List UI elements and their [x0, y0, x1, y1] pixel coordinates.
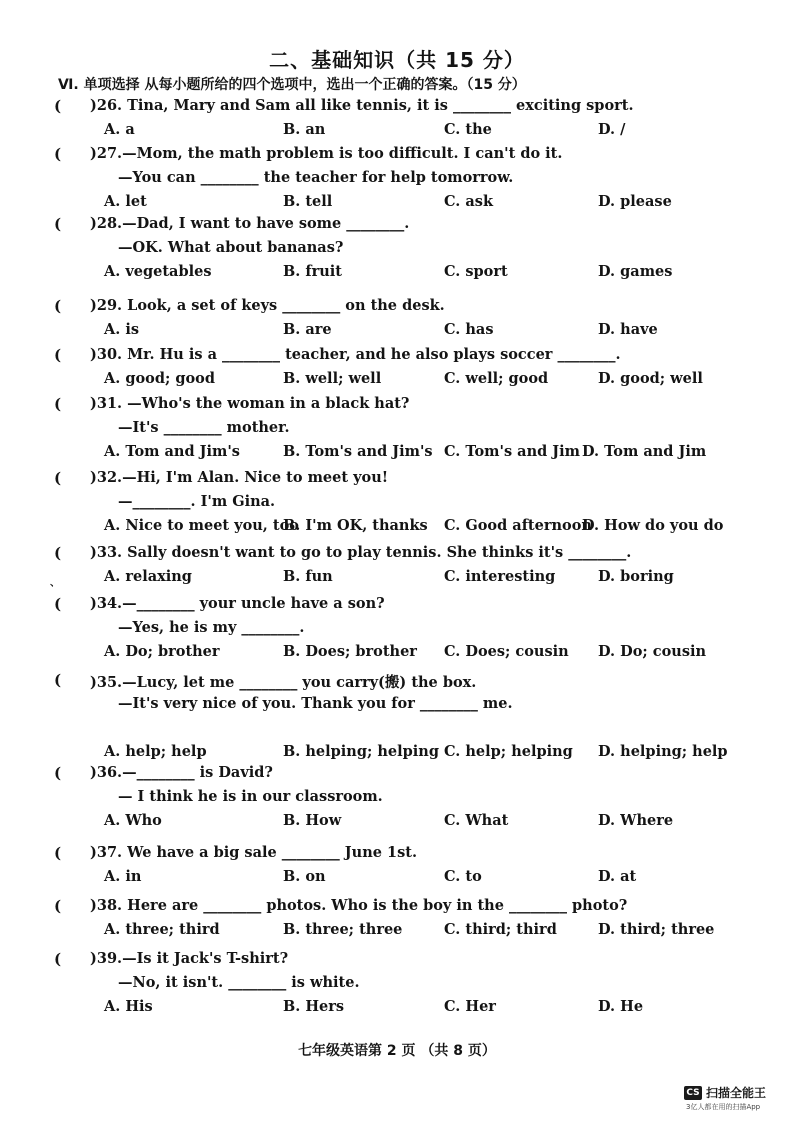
question-line: [0, 215, 794, 239]
question-line: [0, 145, 794, 169]
question: [0, 395, 794, 467]
question-line: [0, 844, 794, 868]
question-line: [0, 950, 794, 974]
option-d: D. Do; cousin: [598, 643, 707, 660]
option-c: C. ask: [444, 193, 493, 210]
answer-paren: (: [54, 297, 62, 315]
option-a: A. Who: [104, 812, 162, 829]
question-line: [0, 346, 794, 370]
question-stem: )32.—Hi, I'm Alan. Nice to meet you!: [90, 469, 389, 486]
answer-paren: (: [54, 97, 62, 115]
question: [0, 897, 794, 945]
question-line: [0, 395, 794, 419]
scanner-tagline: 3亿人都在用的扫描App: [686, 1103, 761, 1111]
options-row: [0, 868, 794, 892]
answer-paren: (: [54, 215, 62, 233]
option-d: D. helping; help: [598, 743, 728, 760]
instruction: Ⅵ. 单项选择 从每小题所给的四个选项中，选出一个正确的答案。（15 分）: [58, 77, 526, 93]
question: [0, 595, 794, 667]
question-stem: )30. Mr. Hu is a ________ teacher, and he also plays soccer ________.: [90, 346, 621, 363]
question: [0, 544, 794, 592]
options-row: [0, 568, 794, 592]
option-b: B. three; three: [283, 921, 403, 938]
section-title: 二、基础知识（共 15 分）: [269, 48, 525, 72]
question-line: [0, 239, 794, 263]
question-line: [0, 695, 794, 719]
question-line: [0, 671, 794, 695]
answer-paren: (: [54, 346, 62, 364]
question-line: [0, 169, 794, 193]
question-line: [0, 897, 794, 921]
question: [0, 346, 794, 394]
scanner-badge: [684, 1084, 766, 1101]
options-row: [0, 998, 794, 1022]
question-stem: )37. We have a big sale ________ June 1st.: [90, 844, 418, 861]
question-stem: )35.—Lucy, let me ________ you carry(搬) the box.: [90, 674, 477, 691]
option-d: D. games: [598, 263, 673, 280]
options-row: [0, 921, 794, 945]
option-b: B. helping; helping: [283, 743, 439, 760]
option-d: D. Where: [598, 812, 674, 829]
answer-paren: (: [54, 671, 62, 689]
answer-paren: (: [54, 469, 62, 487]
option-a: A. His: [104, 998, 153, 1015]
option-c: C. the: [444, 121, 492, 138]
option-a: A. three; third: [104, 921, 220, 938]
option-a: A. relaxing: [104, 568, 192, 585]
question-line: [0, 419, 794, 443]
question-line: [0, 297, 794, 321]
option-d: D. /: [598, 121, 626, 138]
option-b: B. an: [283, 121, 326, 138]
question-line: [0, 788, 794, 812]
option-c: C. third; third: [444, 921, 557, 938]
options-row: [0, 643, 794, 667]
option-c: C. Good afternoon: [444, 517, 592, 534]
question-line: [0, 595, 794, 619]
question-dialogue: — I think he is in our classroom.: [118, 788, 383, 805]
option-c: C. interesting: [444, 568, 556, 585]
question-stem: )38. Here are ________ photos. Who is the boy in the ________ photo?: [90, 897, 628, 914]
question: [0, 950, 794, 1022]
option-d: D. He: [598, 998, 644, 1015]
options-row: [0, 443, 794, 467]
question-stem: )33. Sally doesn't want to go to play tennis. She thinks it's ________.: [90, 544, 632, 561]
question-stem: )36.—________ is David?: [90, 764, 273, 781]
question: [0, 145, 794, 217]
question: [0, 97, 794, 145]
question-stem: )34.—________ your uncle have a son?: [90, 595, 385, 612]
options-row: [0, 517, 794, 541]
option-c: C. to: [444, 868, 482, 885]
option-b: B. Hers: [283, 998, 345, 1015]
options-row: [0, 193, 794, 217]
options-row: [0, 263, 794, 287]
answer-paren: (: [54, 595, 62, 613]
option-c: C. help; helping: [444, 743, 573, 760]
option-d: D. boring: [598, 568, 674, 585]
question-line: [0, 974, 794, 998]
answer-paren: (: [54, 145, 62, 163]
options-row: [0, 812, 794, 836]
option-a: A. help; help: [104, 743, 207, 760]
question-dialogue: —Yes, he is my ________.: [118, 619, 305, 636]
option-b: B. fun: [283, 568, 333, 585]
option-c: C. What: [444, 812, 509, 829]
option-c: C. well; good: [444, 370, 549, 387]
option-d: D. Tom and Jim: [582, 443, 707, 460]
option-c: C. has: [444, 321, 494, 338]
answer-paren: (: [54, 844, 62, 862]
option-a: A. good; good: [104, 370, 215, 387]
option-b: B. I'm OK, thanks: [283, 517, 428, 534]
option-b: B. on: [283, 868, 326, 885]
question-stem: )29. Look, a set of keys ________ on the desk.: [90, 297, 445, 314]
page-footer: 七年级英语第 2 页 （共 8 页）: [298, 1043, 496, 1059]
question-dialogue: —No, it isn't. ________ is white.: [118, 974, 360, 991]
question-line: [0, 719, 794, 743]
question-line: [0, 764, 794, 788]
option-a: A. Do; brother: [104, 643, 220, 660]
answer-paren: (: [54, 950, 62, 968]
stray-mark: 、: [50, 578, 60, 589]
option-b: B. Does; brother: [283, 643, 417, 660]
options-row: [0, 121, 794, 145]
option-a: A. Tom and Jim's: [104, 443, 240, 460]
question-line: [0, 544, 794, 568]
question-line: [0, 469, 794, 493]
option-a: A. Nice to meet you, too: [104, 517, 299, 534]
question: [0, 469, 794, 541]
question: [0, 764, 794, 836]
question-stem: )27.—Mom, the math problem is too difficult. I can't do it.: [90, 145, 563, 162]
option-d: D. third; three: [598, 921, 715, 938]
question-stem: )31. —Who's the woman in a black hat?: [90, 395, 410, 412]
answer-paren: (: [54, 544, 62, 562]
option-b: B. well; well: [283, 370, 382, 387]
question: [0, 671, 794, 767]
question-dialogue: —It's ________ mother.: [118, 419, 290, 436]
option-d: D. please: [598, 193, 672, 210]
option-b: B. tell: [283, 193, 333, 210]
question-line: [0, 97, 794, 121]
option-d: D. have: [598, 321, 658, 338]
question-dialogue: —OK. What about bananas?: [118, 239, 344, 256]
question-stem: )28.—Dad, I want to have some ________.: [90, 215, 410, 232]
option-c: C. Does; cousin: [444, 643, 569, 660]
question: [0, 297, 794, 345]
option-c: C. Tom's and Jim: [444, 443, 581, 460]
scanner-name: 扫描全能王: [706, 1086, 767, 1100]
option-b: B. fruit: [283, 263, 342, 280]
answer-paren: (: [54, 764, 62, 782]
question-stem: )26. Tina, Mary and Sam all like tennis, it is ________ exciting sport.: [90, 97, 634, 114]
question-dialogue: —________. I'm Gina.: [118, 493, 276, 510]
option-c: C. sport: [444, 263, 508, 280]
option-a: A. is: [104, 321, 140, 338]
option-a: A. let: [104, 193, 147, 210]
options-row: [0, 321, 794, 345]
option-c: C. Her: [444, 998, 496, 1015]
question: [0, 215, 794, 287]
answer-paren: (: [54, 897, 62, 915]
camscanner-logo-icon: CS: [684, 1086, 702, 1100]
question-line: [0, 619, 794, 643]
question-dialogue: —You can ________ the teacher for help tomorrow.: [118, 169, 514, 186]
option-d: D. How do you do: [582, 517, 724, 534]
option-b: B. are: [283, 321, 332, 338]
answer-paren: (: [54, 395, 62, 413]
option-a: A. a: [104, 121, 135, 138]
question-line: [0, 493, 794, 517]
option-b: B. Tom's and Jim's: [283, 443, 433, 460]
option-a: A. vegetables: [104, 263, 212, 280]
option-a: A. in: [104, 868, 142, 885]
question: [0, 844, 794, 892]
option-d: D. good; well: [598, 370, 703, 387]
option-d: D. at: [598, 868, 637, 885]
options-row: [0, 370, 794, 394]
question-dialogue: —It's very nice of you. Thank you for ________ me.: [118, 695, 513, 712]
option-b: B. How: [283, 812, 342, 829]
question-stem: )39.—Is it Jack's T-shirt?: [90, 950, 289, 967]
